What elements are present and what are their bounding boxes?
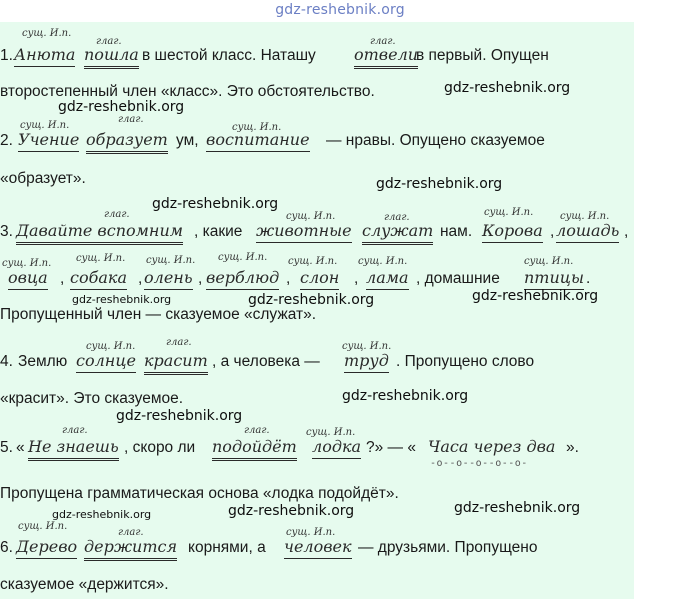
watermark: gdz-reshebnik.org xyxy=(472,288,599,304)
subject-word: Дерево xyxy=(16,537,77,559)
watermark: gdz-reshebnik.org xyxy=(248,292,375,308)
subject-word: человек xyxy=(284,537,352,559)
verb-tag: глаг. xyxy=(96,36,122,47)
verb-tag: глаг. xyxy=(62,425,88,436)
verb-tag: глаг. xyxy=(118,527,144,538)
subject-word: воспитание xyxy=(206,130,310,152)
watermark: gdz-reshebnik.org xyxy=(116,408,243,424)
verb-tag: глаг. xyxy=(370,36,396,47)
sentence-number: 5. xyxy=(0,439,13,456)
explanation-line: сказуемое «держится». xyxy=(0,576,169,593)
noun-tag: сущ. И.п. xyxy=(524,256,574,267)
subject-word: слон xyxy=(300,268,339,290)
sentence-number: 4. xyxy=(0,353,13,370)
watermark: gdz-reshebnik.org xyxy=(444,80,571,96)
explanation-line: второстепенный член «класс». Это обстоятельство. xyxy=(0,83,375,100)
comma: , xyxy=(286,270,291,287)
explanation-line: «красит». Это сказуемое. xyxy=(0,390,184,407)
subject-word: Анюта xyxy=(14,45,75,67)
period: . xyxy=(586,270,591,287)
noun-tag: сущ. И.п. xyxy=(2,258,52,269)
noun-tag: сущ. И.п. xyxy=(560,211,610,222)
subject-word: лошадь xyxy=(556,221,619,243)
subject-word: лодка xyxy=(312,437,361,459)
sentence-text: в первый. Опущен xyxy=(416,47,549,64)
predicate-word: держится xyxy=(84,537,177,561)
noun-tag: сущ. И.п. xyxy=(342,341,392,352)
subject-word: лама xyxy=(366,268,409,290)
watermark: gdz-reshebnik.org xyxy=(228,503,355,519)
noun-tag: сущ. И.п. xyxy=(306,427,356,438)
comma: , xyxy=(354,270,359,287)
subject-word: животные xyxy=(256,221,352,243)
predicate-word: подойдёт xyxy=(212,437,297,461)
comma: , xyxy=(198,270,203,287)
quote-mark: « xyxy=(16,439,25,456)
sentence-text: ». xyxy=(566,439,579,456)
subject-word: олень xyxy=(144,268,193,290)
subject-word: Корова xyxy=(482,221,543,243)
noun-tag: сущ. И.п. xyxy=(218,252,268,263)
watermark: gdz-reshebnik.org xyxy=(342,388,469,404)
comma: , xyxy=(550,223,555,240)
watermark: gdz-reshebnik.org xyxy=(58,99,185,115)
noun-tag: сущ. И.п. xyxy=(86,341,136,352)
adverbial-word: Часа через два xyxy=(428,437,556,456)
watermark: gdz-reshebnik.org xyxy=(376,176,503,192)
predicate-word: красит xyxy=(144,351,208,375)
sentence-text: нам. xyxy=(440,223,473,240)
sentence-text: , домашние xyxy=(416,270,500,287)
noun-tag: сущ. И.п. xyxy=(22,28,72,39)
verb-tag: глаг. xyxy=(244,425,270,436)
sentence-text: . Пропущено слово xyxy=(396,353,535,370)
explanation-line: Пропущенный член — сказуемое «служат». xyxy=(0,306,317,323)
subject-word: овца xyxy=(8,268,48,290)
sentence-text: , а человека — xyxy=(212,353,320,370)
noun-tag: сущ. И.п. xyxy=(76,253,126,264)
watermark: gdz-reshebnik.org xyxy=(52,508,152,521)
site-title: gdz-reshebnik.org xyxy=(275,2,405,18)
sentence-text: , скоро ли xyxy=(124,439,196,456)
subject-word: птицы xyxy=(524,268,584,290)
sentence-number: 3. xyxy=(0,223,13,240)
sentence-text: Землю xyxy=(18,353,68,370)
sentence-text: ум, xyxy=(176,132,199,149)
explanation-line: «образует». xyxy=(0,170,86,187)
sentence-text: в шестой класс. Наташу xyxy=(142,47,316,64)
verb-tag: глаг. xyxy=(104,209,130,220)
noun-tag: сущ. И.п. xyxy=(288,256,338,267)
noun-tag: сущ. И.п. xyxy=(18,521,68,532)
noun-tag: сущ. И.п. xyxy=(232,122,282,133)
verb-tag: глаг. xyxy=(118,114,144,125)
sentence-number: 6. xyxy=(0,539,13,556)
noun-tag: сущ. И.п. xyxy=(286,211,336,222)
verb-tag: глаг. xyxy=(384,212,410,223)
comma: , xyxy=(624,223,629,240)
noun-tag: сущ. И.п. xyxy=(484,207,534,218)
noun-tag: сущ. И.п. xyxy=(20,120,70,131)
noun-tag: сущ. И.п. xyxy=(358,256,408,267)
predicate-word: Давайте вспомним xyxy=(16,221,183,245)
sentence-text: ?» — « xyxy=(366,439,416,456)
predicate-word: служат xyxy=(362,221,433,245)
comma: , xyxy=(138,270,143,287)
subject-word: Учение xyxy=(18,130,79,152)
subject-word: собака xyxy=(70,268,127,290)
sentence-number: 2. xyxy=(0,132,13,149)
watermark: gdz-reshebnik.org xyxy=(72,293,172,306)
sentence-text: , какие xyxy=(194,223,243,240)
predicate-word: Не знаешь xyxy=(28,437,119,461)
noun-tag: сущ. И.п. xyxy=(286,527,336,538)
sentence-text: корнями, а xyxy=(188,539,266,556)
sentence-text: — друзьями. Пропущено xyxy=(358,539,538,556)
subject-word: верблюд xyxy=(206,268,279,290)
subject-word: солнце xyxy=(76,351,136,373)
watermark: gdz-reshebnik.org xyxy=(152,196,279,212)
sentence-text: — нравы. Опущено сказуемое xyxy=(326,132,545,149)
predicate-word: отвели xyxy=(354,45,418,69)
noun-tag: сущ. И.п. xyxy=(146,255,196,266)
explanation-line: Пропущена грамматическая основа «лодка подойдёт». xyxy=(0,485,399,502)
watermark: gdz-reshebnik.org xyxy=(454,500,581,516)
predicate-word: образует xyxy=(86,130,168,154)
verb-tag: глаг. xyxy=(166,337,192,348)
subject-word: труд xyxy=(344,351,389,373)
sentence-number: 1. xyxy=(0,47,13,64)
predicate-word: пошла xyxy=(84,45,139,69)
comma: , xyxy=(60,270,65,287)
adverbial-underline: -o--o--o--o--o- xyxy=(430,458,528,469)
